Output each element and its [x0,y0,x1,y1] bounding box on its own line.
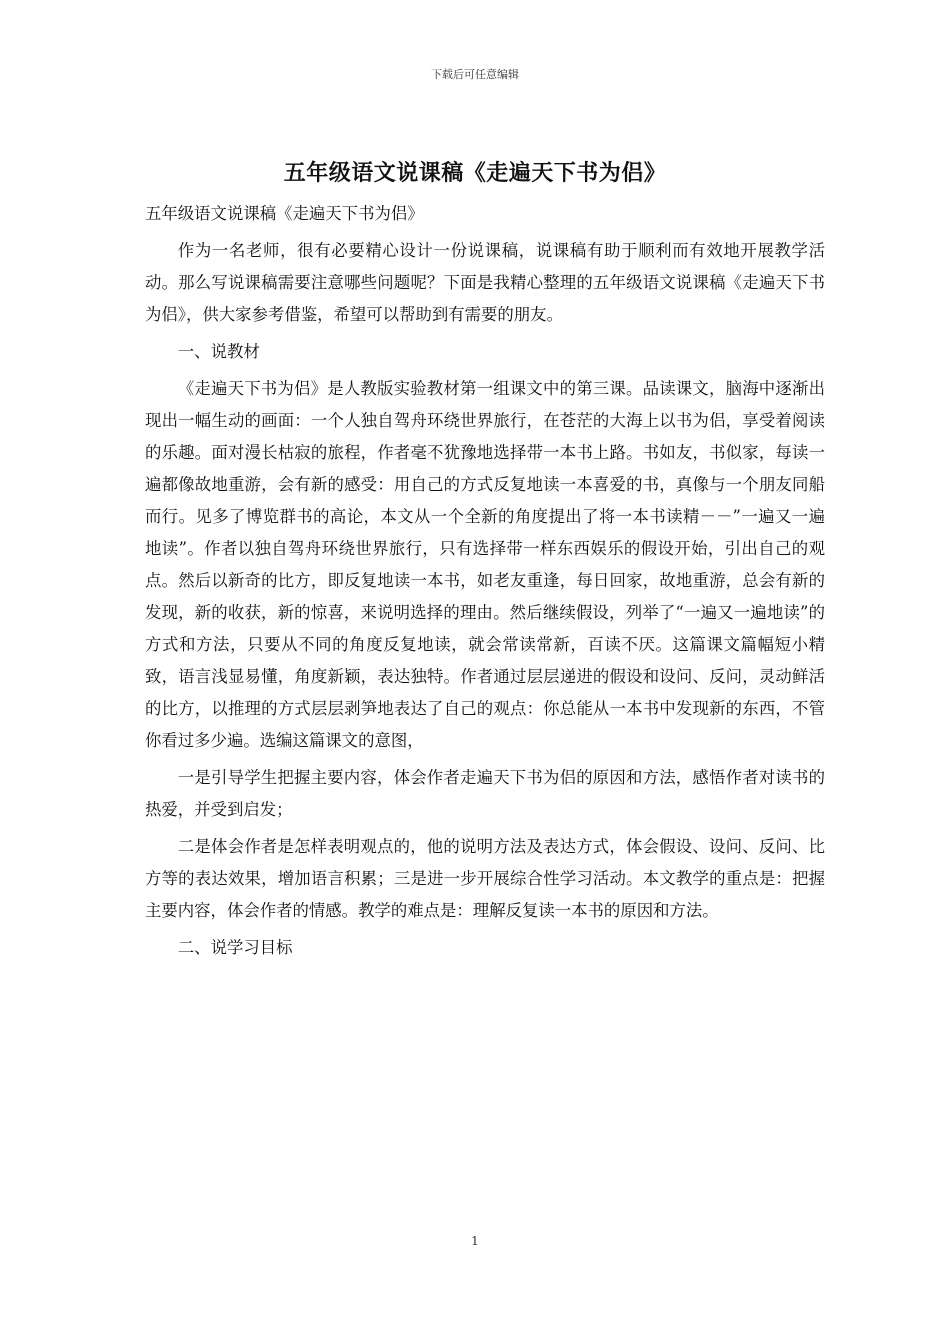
section-heading-learning-goals: 二、说学习目标 [177,938,293,957]
intent-paragraph-two: 二是体会作者是怎样表明观点的，他的说明方法及表达方式，体会假设、设问、反问、比方等的表达效果，增加语言积累；三是进一步开展综合性学习活动。本文教学的重点是：把握主要内容，体会作者的情感。教学的难点是：理解反复读一本书的原因和方法。 [145,837,825,920]
intro-paragraph: 作为一名老师，很有必要精心设计一份说课稿，说课稿有助于顺利而有效地开展教学活动。那么写说课稿需要注意哪些问题呢？下面是我精心整理的五年级语文说课稿《走遍天下书为侣》，供大家参考借鉴，希望可以帮助到有需要的朋友。 [145,241,825,324]
subtitle-line: 五年级语文说课稿《走遍天下书为侣》 [145,204,424,223]
intent-paragraph-one: 一是引导学生把握主要内容，体会作者走遍天下书为侣的原因和方法，感悟作者对读书的热爱，并受到启发； [145,768,825,819]
document-body [145,198,825,969]
material-paragraph: 《走遍天下书为侣》是人教版实验教材第一组课文中的第三课。品读课文，脑海中逐渐出现出一幅生动的画面：一个人独自驾舟环绕世界旅行，在苍茫的大海上以书为侣，享受着阅读的乐趣。面对漫长枯寂的旅程，作者毫不犹豫地选择带一本书上路。书如友，书似家，每读一遍都像故地重游，会有新的感受：用自己的方式反复地读一本喜爱的书，真像与一个朋友同船而行。见多了博览群书的高论，本文从一个全新的角度提出了将一本书读精－－”一遍又一遍地读”。作者以独自驾舟环绕世界旅行，只有选择带一样东西娱乐的假设开始，引出自己的观点。然后以新奇的比方，即反复地读一本书，如老友重逢，每日回家，故地重游，总会有新的发现，新的收获，新的惊喜，来说明选择的理由。然后继续假设，列举了“一遍又一遍地读”的方式和方法，只要从不同的角度反复地读，就会常读常新，百读不厌。这篇课文篇幅短小精致，语言浅显易懂，角度新颖，表达独特。作者通过层层递进的假设和设问、反问，灵动鲜活的比方，以推理的方式层层剥笋地表达了自己的观点：你总能从一本书中发现新的东西，不管你看过多少遍。选编这篇课文的意图， [145,379,825,750]
section-heading-teaching-material: 一、说教材 [177,342,260,361]
page-number: 1 [471,1234,479,1248]
page-header-note: 下载后可任意编辑 [431,68,519,81]
document-title: 五年级语文说课稿《走遍天下书为侣》 [283,160,667,186]
